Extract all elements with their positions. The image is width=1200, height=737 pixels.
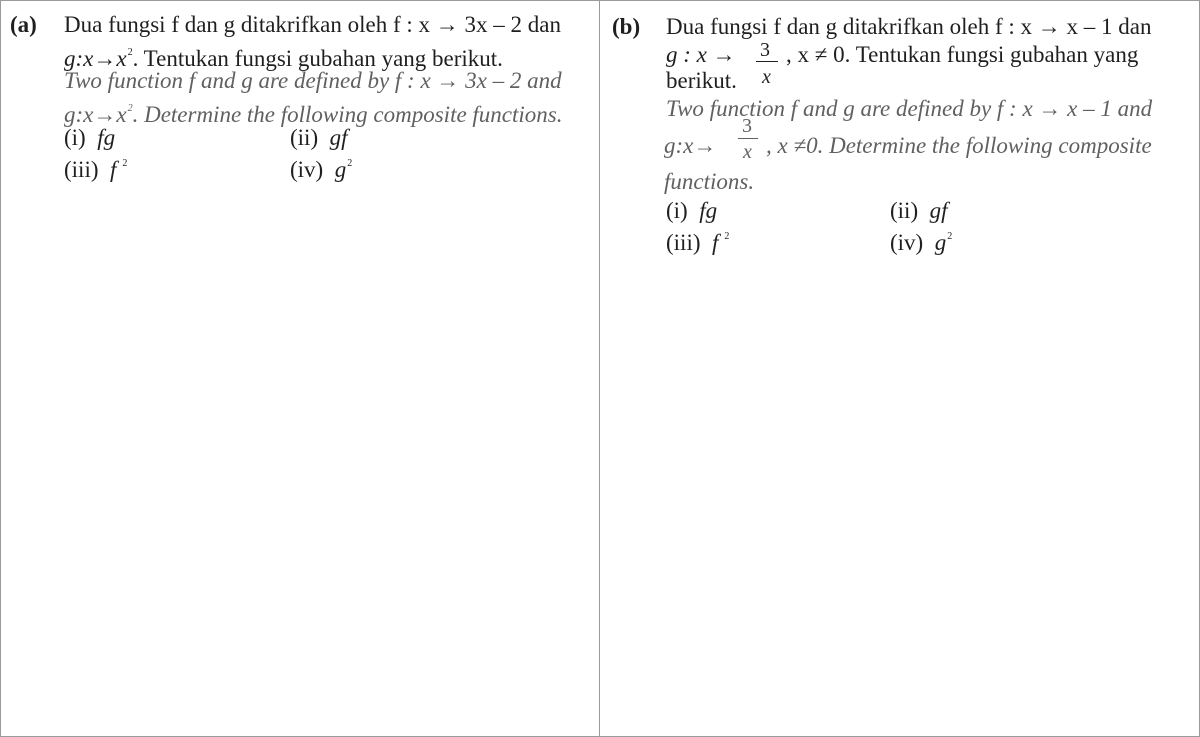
item-number: (iii) [666,230,701,255]
question-b-malay-fraction-bar [756,61,778,62]
item-exponent: 2 [347,158,353,169]
question-a-item-ii [290,125,348,151]
question-a-malay-g-def: g:x→x [64,46,127,71]
item-expression: g [334,157,347,182]
question-b-panel [600,0,1200,737]
question-b-malay-line-2-suffix: , x ≠ 0. Tentukan fungsi gubahan yang [786,42,1139,67]
item-expression: gf [929,198,948,223]
question-a-malay-exponent: 2 [127,47,133,58]
item-exponent: 2 [947,231,953,242]
item-number: (ii) [290,125,319,150]
question-b-english-fraction-denominator: x [743,141,752,163]
item-number: (iv) [290,157,324,182]
question-b-english-fraction-numerator: 3 [742,115,752,137]
question-a-english-g-def: g:x→x [64,102,127,127]
question-a-english-exponent: 2 [127,103,133,114]
item-number: (i) [64,125,86,150]
question-b-item-i [666,198,717,224]
question-a-panel [0,0,599,737]
question-b-item-iv [890,224,952,256]
question-b-malay-fraction-denominator: x [762,66,771,88]
question-b-english-line-2-prefix: g:x→ [664,133,717,158]
question-a-english-line-2 [64,96,563,128]
item-number: (iv) [890,230,924,255]
question-b-english-fraction-bar [738,138,758,139]
item-expression: f [712,230,719,255]
item-number: (iii) [64,157,99,182]
question-b-item-iii [666,224,729,256]
question-b-label: (b) [612,14,641,39]
item-exponent: 2 [122,158,128,169]
question-a-english-instruction: . Determine the following composite functions. [132,102,563,127]
question-a-item-iv [290,151,352,183]
question-b-item-ii [890,198,948,224]
item-exponent: 2 [724,231,730,242]
item-expression: g [934,230,947,255]
question-a-item-iii [64,151,127,183]
question-b-malay-line-1: Dua fungsi f dan g ditakrifkan oleh f : x → x – 1 dan [666,14,1152,39]
question-b-malay-fraction-numerator: 3 [760,39,770,61]
item-expression: fg [97,125,116,150]
question-b-english-line-1: Two function f and g are defined by f : x → x – 1 and [666,96,1153,121]
question-b-malay-line-3: berikut. [666,68,737,93]
question-b-english-line-3: functions. [664,169,755,194]
item-number: (ii) [890,198,919,223]
question-b-english-line-2-suffix: , x ≠0. Determine the following composite [766,133,1152,158]
question-b-malay-g-def: g : x → [666,42,736,67]
question-a-label: (a) [10,12,37,37]
item-expression: f [110,157,117,182]
question-a-malay-instruction: . Tentukan fungsi gubahan yang berikut. [132,46,503,71]
item-expression: gf [329,125,348,150]
item-number: (i) [666,198,688,223]
question-a-malay-line-1: Dua fungsi f dan g ditakrifkan oleh f : x → 3x – 2 dan [64,12,561,37]
question-b-malay-line-2-prefix [666,42,736,68]
item-expression: fg [699,198,718,223]
question-a-english-line-1: Two function f and g are defined by f : x → 3x – 2 and [64,68,562,93]
question-a-item-i [64,125,115,151]
